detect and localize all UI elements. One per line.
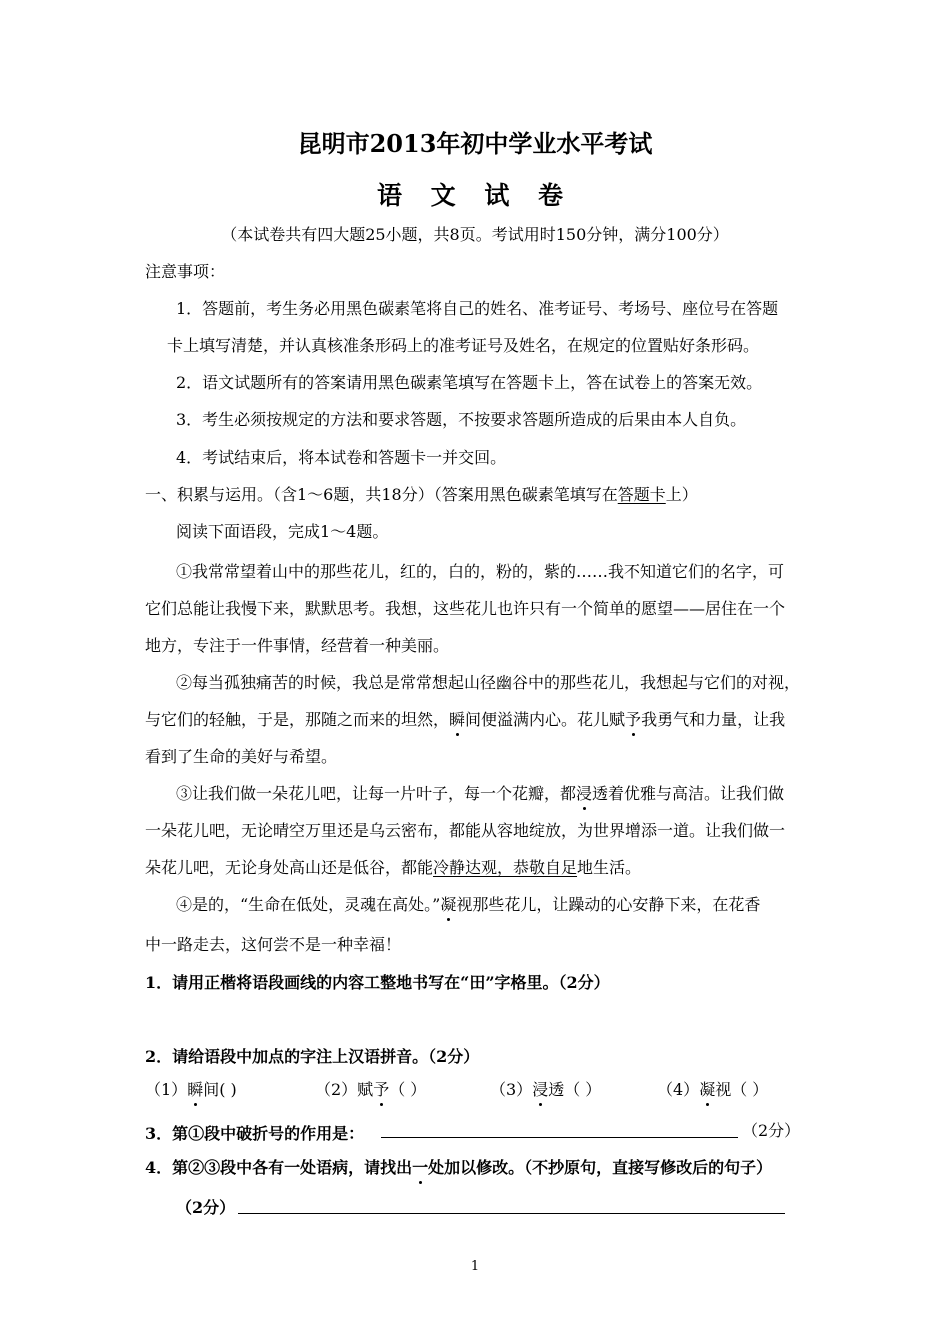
passage-text: ③让我们做一朵花儿吧，让每一片叶子，每一个花瓣，都 (176, 784, 577, 803)
notes-heading: 注意事项： (145, 262, 226, 281)
dotted-char: 凝 (699, 1080, 716, 1099)
exam-title: 昆明市2013年初中学业水平考试 (297, 129, 653, 158)
answer-sheet-term: 答题卡 (617, 485, 666, 504)
option-label: （3） (490, 1080, 533, 1099)
passage-p1-line-2: 它们总能让我慢下来，默默思考。我想，这些花儿也许只有一个简单的愿望——居住在一个 (145, 599, 786, 618)
section-1-heading (145, 485, 698, 505)
dotted-char: 瞬 (449, 710, 466, 729)
exam-subtitle: 语 文 试 卷 (376, 181, 574, 210)
option-label: （4） (657, 1080, 700, 1099)
passage-p1-line-1: ①我常常望着山中的那些花儿，红的，白的，粉的，紫的……我不知道它们的名字，可 (176, 562, 785, 581)
note-item-2: 2．语文试题所有的答案请用黑色碳素笔填写在答题卡上，答在试卷上的答案无效。 (176, 373, 763, 392)
passage-p1-line-3: 地方，专注于一件事情，经营着一种美丽。 (145, 636, 450, 655)
question-3-score: （2分） (742, 1121, 801, 1140)
passage-text: 与它们的轻触，于是，那随之而来的坦然， (145, 710, 450, 729)
question-4-score: （2分） (176, 1198, 236, 1217)
passage-text: 透着优雅与高洁。让我们做 (592, 784, 785, 803)
option-label: （2）赋 (315, 1080, 374, 1099)
question-4-text: 处加以修改。（不抄原句，直接写修改后的句子） (428, 1158, 773, 1177)
option-label: （1） (145, 1080, 188, 1099)
passage-p3-line-1 (176, 781, 784, 804)
question-1: 1．请用正楷将语段画线的内容工整地书写在“田”字格里。（2分） (145, 973, 610, 992)
option-text: 视（ ） (715, 1080, 769, 1099)
passage-p3-line-2: 一朵花儿吧，无论晴空万里还是乌云密布，都能从容地绽放，为世界增添一道。让我们做一 (145, 821, 786, 840)
question-2-option-3 (490, 1080, 601, 1100)
option-text: 间( ) (203, 1080, 237, 1099)
section-1-heading-end: 上） (665, 485, 698, 504)
passage-p2-line-3: 看到了生命的美好与希望。 (145, 747, 338, 766)
question-2-option-4 (657, 1080, 768, 1100)
option-text: 透（ ） (548, 1080, 602, 1099)
section-1-heading-text: 一、积累与运用。（含1～6题，共18分）（答案用黑色碳素笔填写在 (145, 485, 618, 504)
question-3: 3．第①段中破折号的作用是： (145, 1124, 365, 1143)
option-text: （ ） (389, 1080, 427, 1099)
dotted-char: 浸 (532, 1080, 549, 1099)
exam-info: （本试卷共有四大题25小题，共8页。考试用时150分钟，满分100分） (221, 225, 729, 244)
question-4-text: 4．第②③段中各有一处语病，请找出 (145, 1158, 413, 1177)
underlined-phrase: 冷静达观，恭敬自足 (433, 858, 578, 877)
passage-p4-line-1 (176, 892, 760, 915)
question-4 (145, 1155, 772, 1178)
passage-p2-line-1: ②每当孤独痛苦的时候，我总是常常想起山径幽谷中的那些花儿，我想起与它们的对视， (176, 673, 801, 692)
page-number: 1 (470, 1259, 480, 1274)
passage-p4-line-2: 中一路走去，这何尝不是一种幸福！ (145, 935, 402, 954)
passage-p3-line-3 (145, 855, 641, 878)
passage-text: 朵花儿吧，无论身处高山还是低谷，都能 (145, 858, 434, 877)
dotted-char: 予 (373, 1080, 390, 1099)
dotted-char: 予 (625, 710, 642, 729)
dotted-char: 凝 (440, 895, 457, 914)
question-2-option-2 (315, 1080, 426, 1100)
passage-text: 地生活。 (577, 858, 642, 877)
dotted-char: 一 (412, 1158, 429, 1177)
dotted-char: 浸 (576, 784, 593, 803)
note-item-1-line-2: 卡上填写清楚，并认真核准条形码上的准考证号及姓名，在规定的位置贴好条形码。 (167, 336, 760, 355)
section-1-instruction: 阅读下面语段，完成1～4题。 (176, 522, 389, 541)
passage-text: 视那些花儿，让躁动的心安静下来，在花香 (456, 895, 761, 914)
note-item-1-line-1: 1．答题前，考生务必用黑色碳素笔将自己的姓名、准考证号、考场号、座位号在答题 (176, 299, 779, 318)
passage-text: 间便溢满内心。花儿赋 (465, 710, 626, 729)
question-3-answer-line[interactable] (381, 1137, 738, 1138)
dotted-char: 瞬 (187, 1080, 204, 1099)
question-4-answer-line[interactable] (238, 1213, 785, 1214)
passage-p2-line-2 (145, 707, 785, 730)
passage-text: 我勇气和力量，让我 (641, 710, 786, 729)
note-item-3: 3．考生必须按规定的方法和要求答题，不按要求答题所造成的后果由本人自负。 (176, 410, 747, 429)
note-item-4: 4．考试结束后，将本试卷和答题卡一并交回。 (176, 448, 507, 467)
question-2-option-1 (145, 1080, 237, 1100)
question-2: 2．请给语段中加点的字注上汉语拼音。（2分） (145, 1047, 480, 1066)
passage-text: ④是的，“生命在低处，灵魂在高处。” (176, 895, 441, 914)
